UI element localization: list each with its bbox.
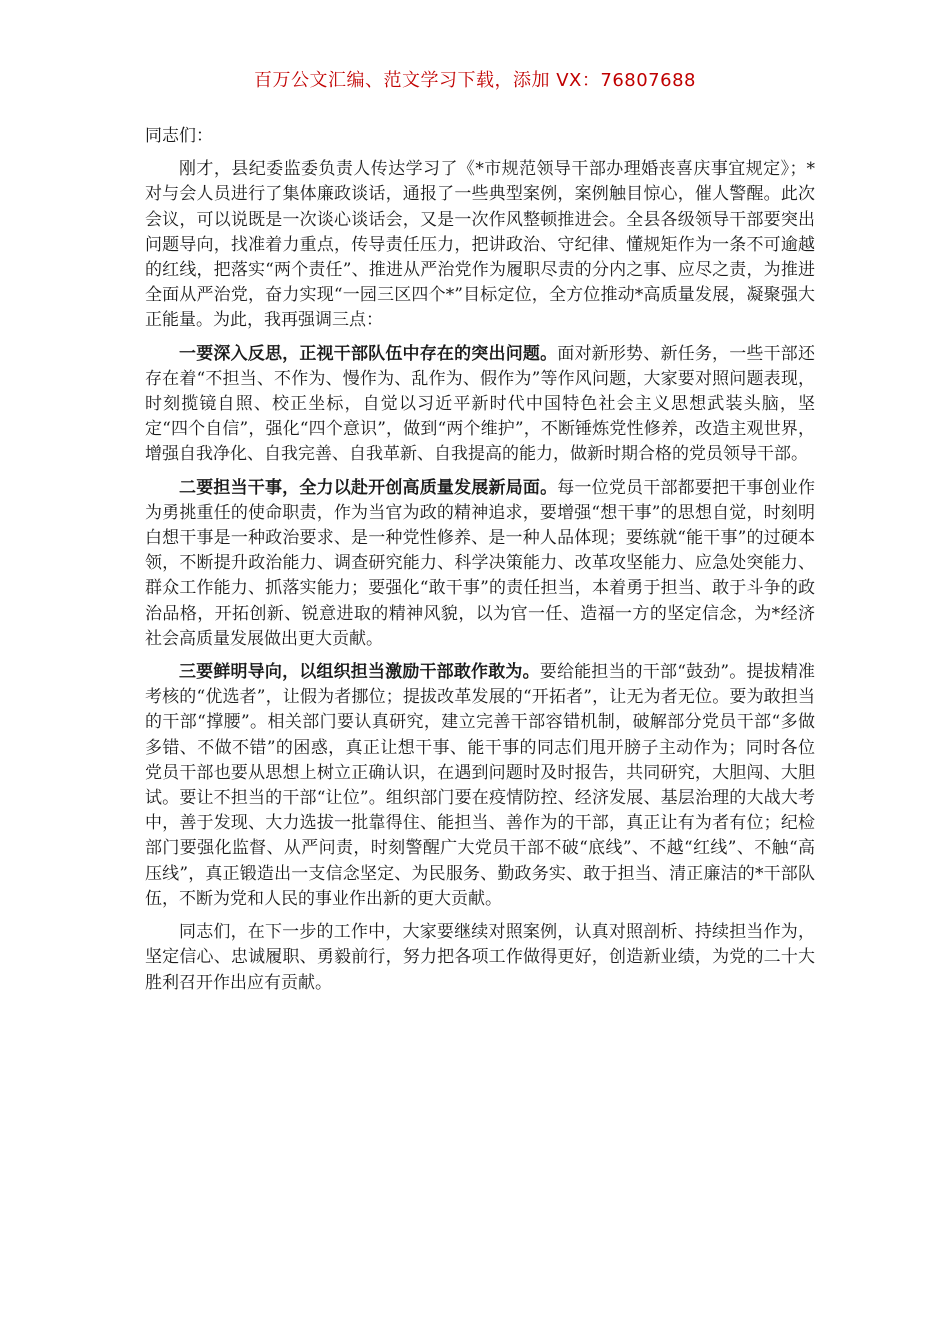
point-1-lead: 一要深入反思，正视干部队伍中存在的突出问题。 — [179, 343, 558, 364]
intro-paragraph: 刚才，县纪委监委负责人传达学习了《*市规范领导干部办理婚丧喜庆事宜规定》；*对与会人员进行了集体廉政谈话，通报了一些典型案例，案例触目惊心，催人警醒。此次会议，可以说既是一次谈心谈话会，又是一次作风整顿推进会。全县各级领导干部要突出问题导向，找准着力重点，传导责任压力，把讲政治、守纪律、懂规矩作为一条不可逾越的红线，把落实“两个责任”、推进从严治党作为履职尽责的分内之事、应尽之责，为推进全面从严治党，奋力实现“一园三区四个*”目标定位，全方位推动*高质量发展，凝聚强大正能量。为此，我再强调三点： — [145, 159, 815, 331]
point-2-body: 每一位党员干部都要把干事创业作为勇挑重任的使命职责，作为当官为政的精神追求，要增强“想干事”的思想自觉，时刻明白想干事是一种政治要求、是一种党性修养、是一种人品体现；要练就“能干事”的过硬本领，不断提升政治能力、调查研究能力、科学决策能力、改革攻坚能力、应急处突能力、群众工作能力、抓落实能力；要强化“敢干事”的责任担当，本着勇于担当、敢于斗争的政治品格，开拓创新、锐意进取的精神风貌，以为官一任、造福一方的坚定信念，为*经济社会高质量发展做出更大贡献。 — [145, 477, 816, 649]
point-2-lead: 二要担当干事，全力以赴开创高质量发展新局面。 — [179, 477, 558, 498]
point-paragraph-2 — [145, 476, 815, 652]
point-paragraph-3 — [145, 660, 815, 912]
document-body — [145, 124, 815, 1004]
header-notice: 百万公文汇编、范文学习下载，添加 VX：76807688 — [254, 70, 696, 91]
point-paragraph-1 — [145, 342, 815, 468]
closing-paragraph: 同志们，在下一步的工作中，大家要继续对照案例，认真对照剖析、持续担当作为，坚定信心、忠诚履职、勇毅前行，努力把各项工作做得更好，创造新业绩，为党的二十大胜利召开作出应有贡献。 — [145, 922, 815, 993]
point-3-body: 要给能担当的干部“鼓劲”。提拔精准考核的“优选者”，让假为者挪位；提拔改革发展的“开拓者”，让无为者无位。要为敢担当的干部“撑腰”。相关部门要认真研究，建立完善干部容错机制，破解部分党员干部“多做多错、不做不错”的困惑，真正让想干事、能干事的同志们甩开膀子主动作为；同时各位党员干部也要从思想上树立正确认识，在遇到问题时及时报告，共同研究，大胆闯、大胆试。要让不担当的干部“让位”。组织部门要在疫情防控、经济发展、基层治理的大战大考中，善于发现、大力选拔一批靠得住、能担当、善作为的干部，真正让有为者有位；纪检部门要强化监督、从严问责，时刻警醒广大党员干部不破“底线”、不越“红线”、不触“高压线”，真正锻造出一支信念坚定、为民服务、勤政务实、敢于担当、清正廉洁的*干部队伍，不断为党和人民的事业作出新的更大贡献。 — [145, 662, 816, 909]
point-3-lead: 三要鲜明导向，以组织担当激励干部敢作敢为。 — [179, 662, 540, 683]
point-1-body: 面对新形势、新任务，一些干部还存在着“不担当、不作为、慢作为、乱作为、假作为”等作风问题，大家要对照问题表现，时刻揽镜自照、校正坐标，自觉以习近平新时代中国特色社会主义思想武装头脑，坚定“四个自信”，强化“四个意识”，做到“两个维护”，不断锤炼党性修养，改造主观世界，增强自我净化、自我完善、自我革新、自我提高的能力，做新时期合格的党员领导干部。 — [145, 343, 816, 465]
salutation: 同志们： — [145, 126, 213, 146]
